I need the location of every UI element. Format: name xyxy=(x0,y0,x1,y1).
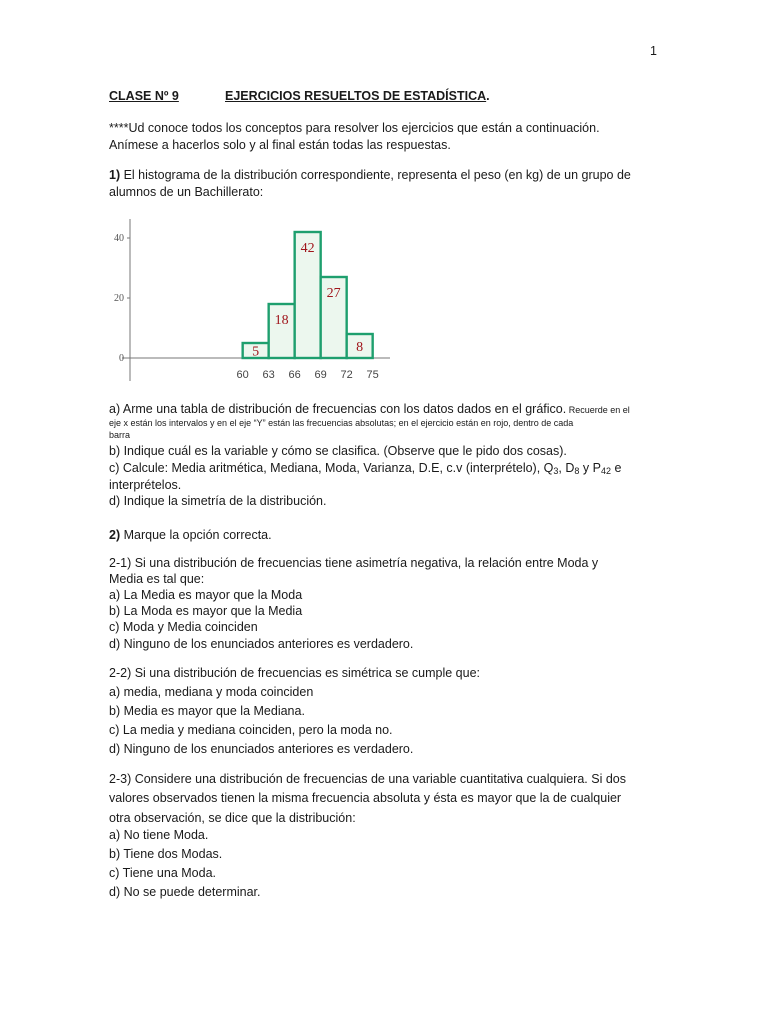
ex1-a-line-1 xyxy=(109,401,630,417)
q23-line-1: 2-3) Considere una distribución de frecuencias de una variable cuantitativa cualquiera. Si dos xyxy=(109,772,626,786)
y-tick-label: 40 xyxy=(114,233,124,244)
title-dot: . xyxy=(486,89,490,103)
x-tick-label: 66 xyxy=(288,369,301,381)
q23-line-3: otra observación, se dice que la distribución: xyxy=(109,811,356,825)
q22-option-d: d) Ninguno de los enunciados anteriores es verdadero. xyxy=(109,742,414,756)
ex1-text: El histograma de la distribución correspondiente, representa el peso (en kg) de un grupo de xyxy=(120,168,631,182)
ex1-c-line-2: interprételos. xyxy=(109,478,182,492)
y-tick-label: 0 xyxy=(119,353,124,364)
ex1-c-end: e xyxy=(610,461,622,475)
ex1-c-line-1 xyxy=(109,460,621,476)
ex1-line-1 xyxy=(109,167,631,183)
q21-line-2: Media es tal que: xyxy=(109,572,205,586)
q21-option-c: c) Moda y Media coinciden xyxy=(109,620,258,634)
x-tick-label: 63 xyxy=(262,369,275,381)
bar-value-label: 42 xyxy=(300,241,315,256)
ex1-c-pre: c) Calcule: Media aritmética, Mediana, Moda, Varianza, D.E, c.v (interprételo), Q xyxy=(109,461,554,475)
q23-option-a: a) No tiene Moda. xyxy=(109,828,209,842)
q21-option-a: a) La Media es mayor que la Moda xyxy=(109,588,303,602)
bar-value-label: 27 xyxy=(326,286,341,301)
q23-option-d: d) No se puede determinar. xyxy=(109,885,261,899)
bar-value-label: 5 xyxy=(252,344,260,360)
x-tick-label: 60 xyxy=(236,369,249,381)
ex1-line-2: alumnos de un Bachillerato: xyxy=(109,185,264,199)
ex2-header-text: Marque la opción correcta. xyxy=(120,528,272,542)
q22-option-a: a) media, mediana y moda coinciden xyxy=(109,685,314,699)
ex1-c-q-sub: 3 xyxy=(553,466,559,476)
ex1-c-d-sub: 8 xyxy=(574,466,580,476)
ex2-number: 2) xyxy=(109,528,121,542)
title-text: EJERCICIOS RESUELTOS DE ESTADÍSTICA xyxy=(225,89,487,103)
ex1-a-note-3: barra xyxy=(109,430,131,440)
q23-line-2: valores observados tienen la misma frecuencia absoluta y ésta es mayor que la de cualquier xyxy=(109,791,622,805)
y-tick-label: 20 xyxy=(114,293,124,304)
ex1-number: 1) xyxy=(109,168,121,182)
ex1-a-note-2: eje x están los intervalos y en el eje “Y” están las frecuencias absolutas; en el ejercicio están en rojo, dentro de cada xyxy=(109,418,574,428)
intro-line-2: Anímese a hacerlos solo y al final están todas las respuestas. xyxy=(109,138,451,152)
q22-line-1: 2-2) Si una distribución de frecuencias es simétrica se cumple que: xyxy=(109,666,481,680)
clase-label: CLASE Nº 9 xyxy=(109,89,179,103)
x-tick-label: 75 xyxy=(366,369,379,381)
ex1-b: b) Indique cuál es la variable y cómo se clasifica. (Observe que le pido dos cosas). xyxy=(109,444,567,458)
bar-value-label: 8 xyxy=(356,340,364,355)
ex1-c-p-sub: 42 xyxy=(600,466,611,476)
intro-line-1: ****Ud conoce todos los conceptos para resolver los ejercicios que están a continuación. xyxy=(109,121,600,135)
page-number: 1 xyxy=(650,44,657,58)
histogram-chart xyxy=(100,215,400,385)
q21-line-1: 2-1) Si una distribución de frecuencias tiene asimetría negativa, la relación entre Moda y xyxy=(109,556,599,570)
ex1-a-main: a) Arme una tabla de distribución de frecuencias con los datos dados en el gráfico. xyxy=(109,402,567,416)
q23-option-c: c) Tiene una Moda. xyxy=(109,866,217,880)
q22-option-b: b) Media es mayor que la Mediana. xyxy=(109,704,305,718)
ex1-c-p: y P xyxy=(579,461,601,475)
ex1-c-d: , D xyxy=(558,461,575,475)
q22-option-c: c) La media y mediana coinciden, pero la moda no. xyxy=(109,723,393,737)
x-tick-label: 72 xyxy=(340,369,353,381)
x-tick-label: 69 xyxy=(314,369,327,381)
document-title xyxy=(225,88,490,104)
q21-option-b: b) La Moda es mayor que la Media xyxy=(109,604,303,618)
header xyxy=(109,88,179,104)
q21-option-d: d) Ninguno de los enunciados anteriores es verdadero. xyxy=(109,637,414,651)
ex1-a-note-1: Recuerde en el xyxy=(566,405,630,415)
ex1-d: d) Indique la simetría de la distribución. xyxy=(109,494,327,508)
bar-value-label: 18 xyxy=(274,313,289,328)
ex2-header xyxy=(109,527,272,543)
q23-option-b: b) Tiene dos Modas. xyxy=(109,847,223,861)
